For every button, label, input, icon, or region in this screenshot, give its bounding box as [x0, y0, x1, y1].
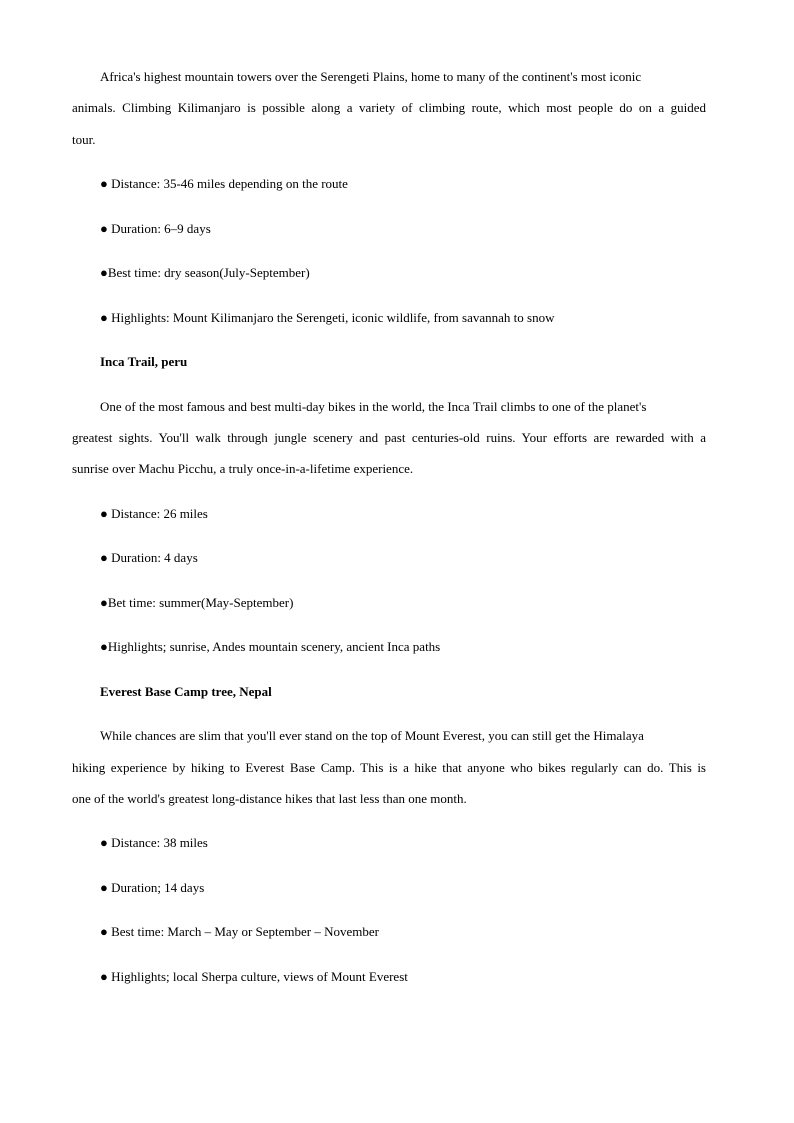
bullet-item: ●Bet time: summer(May-September) — [100, 595, 294, 610]
bullet-item: ● Highlights; local Sherpa culture, views of Mount Everest — [100, 969, 408, 984]
paragraph-line: Africa's highest mountain towers over the Serengeti Plains, home to many of the continent's most iconic — [100, 69, 642, 84]
bullet-item: ● Distance: 26 miles — [100, 506, 208, 521]
paragraph-line: one of the world's greatest long-distance hikes that last less than one month. — [72, 791, 467, 806]
bullet-item: ● Duration; 14 days — [100, 880, 205, 895]
bullet-item: ●Highlights; sunrise, Andes mountain scenery, ancient Inca paths — [100, 639, 441, 654]
section-heading: Inca Trail, peru — [100, 354, 188, 369]
bullet-item: ● Duration: 6–9 days — [100, 221, 211, 236]
bullet-item: ● Best time: March – May or September – November — [100, 924, 379, 939]
paragraph-line: animals. Climbing Kilimanjaro is possible along a variety of climbing route, which most people do on a guided — [72, 100, 706, 115]
bullet-item: ● Highlights: Mount Kilimanjaro the Serengeti, iconic wildlife, from savannah to snow — [100, 310, 555, 325]
paragraph-line: sunrise over Machu Picchu, a truly once-in-a-lifetime experience. — [72, 461, 414, 476]
paragraph-line: greatest sights. You'll walk through jungle scenery and past centuries-old ruins. Your efforts are rewarded with a — [72, 430, 706, 445]
paragraph-line: hiking experience by hiking to Everest Base Camp. This is a hike that anyone who bikes regularly can do. This is — [72, 760, 706, 775]
bullet-item: ●Best time: dry season(July-September) — [100, 265, 310, 280]
paragraph-line: While chances are slim that you'll ever stand on the top of Mount Everest, you can still get the Himalaya — [100, 728, 644, 743]
paragraph-line: One of the most famous and best multi-day bikes in the world, the Inca Trail climbs to one of the planet's — [100, 399, 647, 414]
bullet-item: ● Distance: 35-46 miles depending on the route — [100, 176, 348, 191]
bullet-item: ● Distance: 38 miles — [100, 835, 208, 850]
paragraph-line: tour. — [72, 132, 96, 147]
section-heading: Everest Base Camp tree, Nepal — [100, 684, 272, 699]
bullet-item: ● Duration: 4 days — [100, 550, 198, 565]
